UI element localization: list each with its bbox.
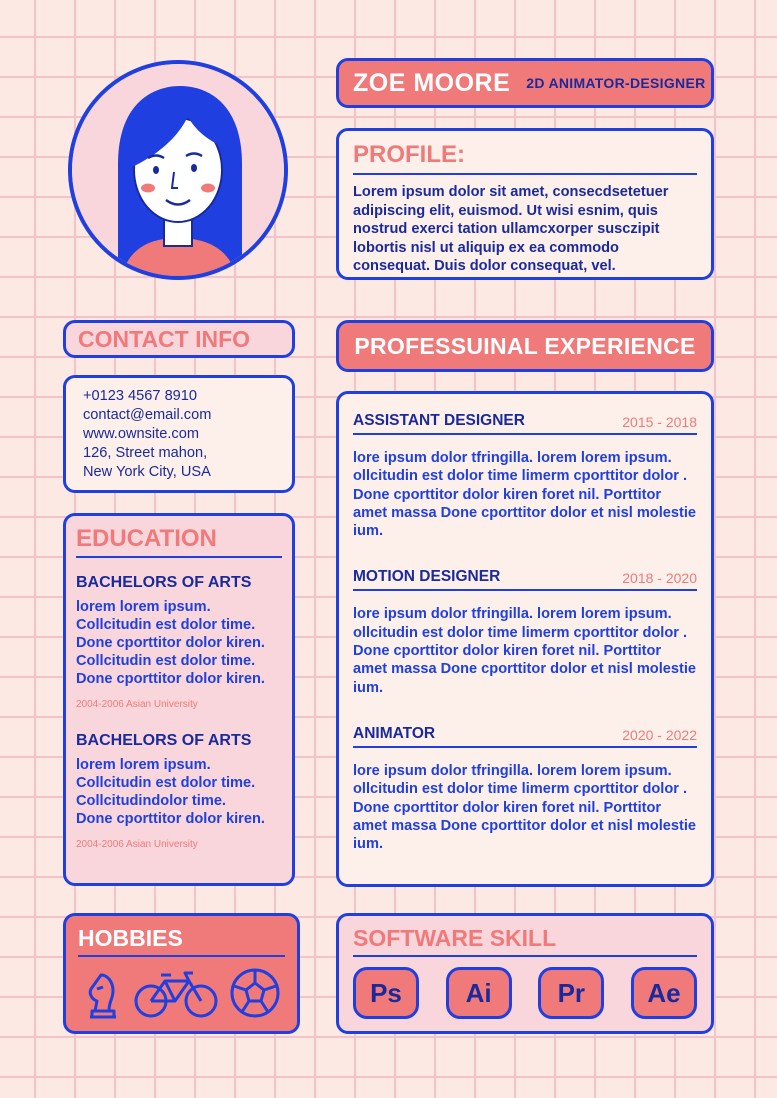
hobbies-icons xyxy=(78,967,285,1019)
job-title: ANIMATOR xyxy=(353,724,436,742)
contact-section xyxy=(63,375,295,493)
job-entry xyxy=(353,412,697,540)
job-header xyxy=(353,412,697,435)
education-degree: BACHELORS OF ARTS xyxy=(76,732,252,749)
job-years: 2018 - 2020 xyxy=(622,570,697,587)
software-apps xyxy=(353,967,697,1019)
job-entry xyxy=(353,725,697,853)
education-line: Collcitudindolor time. xyxy=(76,793,226,809)
woman-portrait-icon xyxy=(72,64,284,276)
contact-title-bar xyxy=(63,320,295,358)
avatar xyxy=(68,60,288,280)
education-line: lorem lorem ipsum. xyxy=(76,599,211,615)
education-line: Done cporttitor dolor kiren. xyxy=(76,671,265,687)
software-title: SOFTWARE SKILL xyxy=(353,925,697,957)
experience-section xyxy=(336,391,714,887)
contact-title: CONTACT INFO xyxy=(78,325,251,352)
person-role: 2D ANIMATOR-DESIGNER xyxy=(526,75,706,91)
after-effects-badge: Ae xyxy=(631,967,697,1019)
hobbies-title: HOBBIES xyxy=(78,925,285,957)
bicycle-icon xyxy=(133,967,219,1019)
photoshop-badge: Ps xyxy=(353,967,419,1019)
job-entry xyxy=(353,568,697,696)
profile-section xyxy=(336,128,714,280)
job-years: 2015 - 2018 xyxy=(622,414,697,430)
education-line: Collcitudin est dolor time. xyxy=(76,617,256,633)
profile-text: Lorem ipsum dolor sit amet, consecdsetetuer adipiscing elit, euismod. Ut wisi esnim, quis nostrud exerci tation ullamcxorper susczipit lobortis nisl ut aliquip ex ea commodo consequat. Duis dolor consequat, vel. xyxy=(353,184,669,274)
job-description: lore ipsum dolor tfringilla. lorem lorem ipsum. ollcitudin est dolor time limerm cporttitor dolor . Done cporttitor dolor kiren foret nil. Porttitor amet massa Done cporttitor dolor et nisl molestie ium. xyxy=(353,606,697,696)
education-date: 2004-2006 Asian University xyxy=(76,699,198,710)
education-item xyxy=(76,732,282,850)
education-line: Done cporttitor dolor kiren. xyxy=(76,635,265,651)
education-line: Collcitudin est dolor time. xyxy=(76,653,256,669)
job-description: lore ipsum dolor tfringilla. lorem lorem ipsum. ollcitudin est dolor time limerm cporttitor dolor . Done cporttitor dolor kiren foret nil. Porttitor amet massa Done cporttitor dolor et nisl molestie ium. xyxy=(353,450,697,540)
person-name: ZOE MOORE xyxy=(353,68,511,97)
education-section xyxy=(63,513,295,886)
software-section xyxy=(336,913,714,1034)
contact-address-line2: New York City, USA xyxy=(83,464,211,480)
job-title: MOTION DESIGNER xyxy=(353,568,501,586)
education-degree: BACHELORS OF ARTS xyxy=(76,574,252,591)
experience-title-bar xyxy=(336,320,714,372)
contact-phone: +0123 4567 8910 xyxy=(83,388,198,404)
job-header xyxy=(353,725,697,748)
education-line: Done cporttitor dolor kiren. xyxy=(76,811,265,827)
experience-title: PROFESSUINAL EXPERIENCE xyxy=(354,332,696,359)
premiere-badge: Pr xyxy=(538,967,604,1019)
education-date: 2004-2006 Asian University xyxy=(76,839,198,850)
job-description: lore ipsum dolor tfringilla. lorem lorem ipsum. ollcitudin est dolor time limerm cporttitor dolor . Done cporttitor dolor kiren foret nil. Porttitor amet massa Done cporttitor dolor et nisl molestie ium. xyxy=(353,762,697,853)
job-header xyxy=(353,568,697,591)
hobbies-section xyxy=(63,913,300,1034)
job-years: 2020 - 2022 xyxy=(622,726,697,743)
contact-email: contact@email.com xyxy=(83,407,212,423)
profile-title: PROFILE: xyxy=(353,141,697,175)
soccer-ball-icon xyxy=(229,967,281,1019)
contact-address-line1: 126, Street mahon, xyxy=(83,445,208,461)
illustrator-badge: Ai xyxy=(446,967,512,1019)
education-line: Collcitudin est dolor time. xyxy=(76,775,256,791)
contact-website: www.ownsite.com xyxy=(83,426,199,442)
name-header xyxy=(336,58,714,108)
job-title: ASSISTANT DESIGNER xyxy=(353,412,525,429)
education-item xyxy=(76,574,282,710)
education-title: EDUCATION xyxy=(76,525,282,558)
chess-knight-icon xyxy=(82,967,122,1019)
education-line: lorem lorem ipsum. xyxy=(76,757,211,773)
